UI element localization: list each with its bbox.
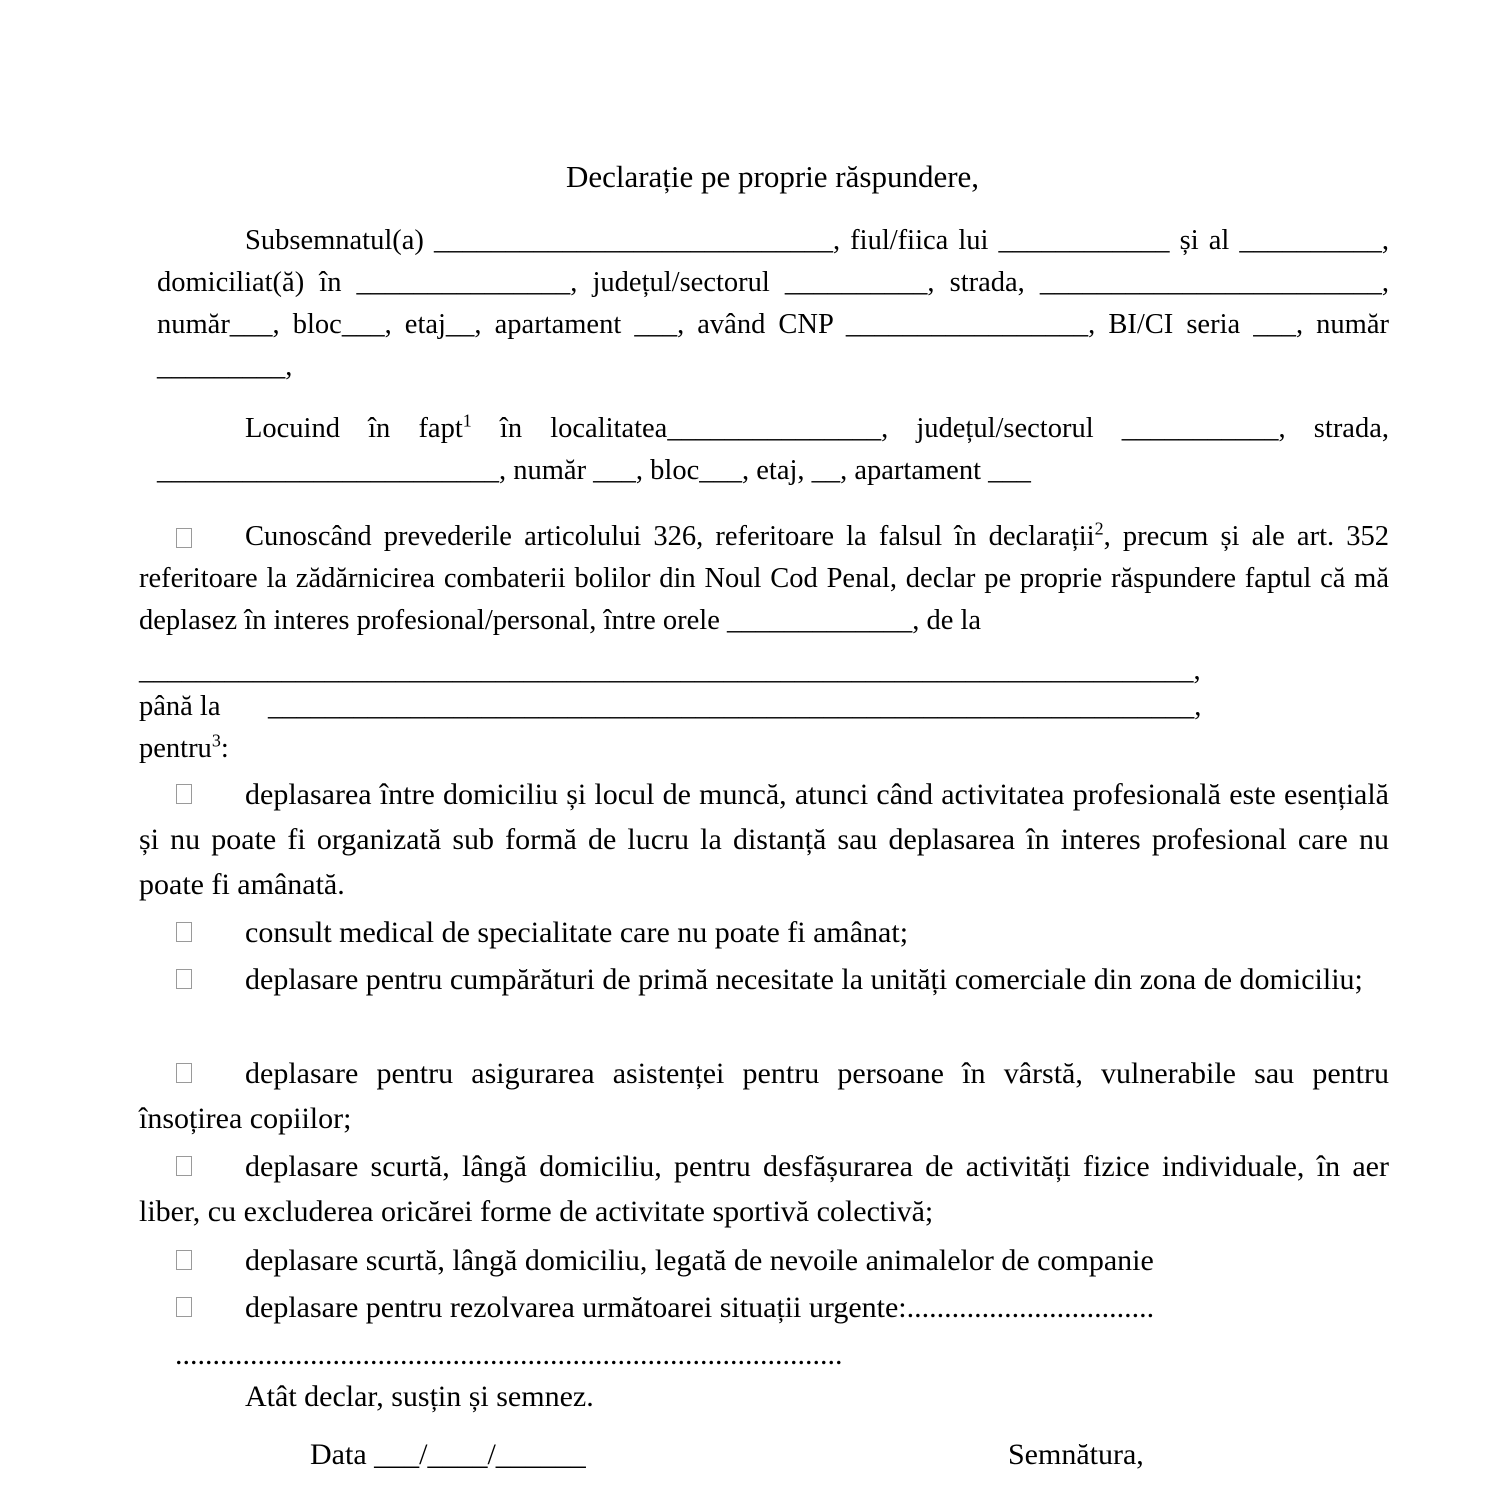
footnote-1: 1 <box>462 410 472 431</box>
option-pets <box>139 1238 1389 1283</box>
until-label: până la <box>139 691 221 722</box>
option-pets-label: deplasare scurtă, lângă domiciliu, legată de nevoile animalelor de companie <box>245 1244 1154 1277</box>
option-exercise <box>139 1144 1389 1234</box>
option-medical <box>139 910 1389 955</box>
for-label <box>139 728 229 770</box>
signature-label: Semnătura, <box>1008 1438 1144 1471</box>
residence-after: în localitatea_______________, județul/sectorul ___________, strada, ________________________, număr ___, bloc___, etaj, __, apartament ___ <box>157 413 1389 486</box>
for-label-text: pentru <box>139 733 212 764</box>
legal-paragraph <box>139 516 1389 642</box>
option-work-checkbox[interactable] <box>176 784 192 804</box>
residence-text <box>157 408 1389 492</box>
footnote-3: 3 <box>211 730 221 751</box>
option-medical-label: consult medical de specialitate care nu poate fi amânat; <box>245 916 909 949</box>
option-assistance-label: deplasare pentru asigurarea asistenței pentru persoane în vârstă, vulnerabile sau pentru însoțirea copiilor; <box>139 1057 1389 1135</box>
option-medical-checkbox[interactable] <box>176 922 192 942</box>
option-pets-checkbox[interactable] <box>176 1250 192 1270</box>
until-line[interactable]: _________________________________________________________________, <box>268 691 1202 722</box>
residence-before: Locuind în fapt <box>245 413 463 444</box>
legal-before: Cunoscând prevederile articolului 326, referitoare la falsul în declarații <box>245 521 1095 552</box>
option-assistance-checkbox[interactable] <box>176 1063 192 1083</box>
legal-text <box>139 516 1389 642</box>
document-title: Declarație pe proprie răspundere, <box>565 159 980 194</box>
identity-text: Subsemnatul(a) ____________________________, fiul/fiica lui ____________ și al __________, domiciliat(ă) în _______________, județul/sectorul __________, strada, ________________________, număr___, bloc___, etaj__, apartament ___, având CNP _________________, BI/CI seria ___, număr _________, <box>157 225 1389 382</box>
option-exercise-label: deplasare scurtă, lângă domiciliu, pentru desfășurarea de activități fizice individuale, în aer liber, cu excluderea oricărei forme de activitate sportivă colectivă; <box>139 1150 1389 1228</box>
option-assistance <box>139 1051 1389 1141</box>
date-field[interactable]: Data ___/____/______ <box>310 1438 586 1471</box>
legal-after: , precum și ale art. 352 referitoare la zădărnicirea combaterii bolilor din Noul Cod Penal, declar pe proprie răspundere faptul că mă deplasez în interes profesional/personal, între orele _____________, de la <box>139 521 1389 636</box>
option-shopping-checkbox[interactable] <box>176 969 192 989</box>
closing-statement: Atât declar, susțin și semnez. <box>245 1380 594 1413</box>
option-urgent <box>139 1285 1389 1330</box>
option-urgent-checkbox[interactable] <box>176 1297 192 1317</box>
option-work <box>139 772 1389 907</box>
from-location-line[interactable]: __________________________________________________________________________, <box>139 655 1201 686</box>
option-shopping <box>139 957 1389 1002</box>
for-colon: : <box>220 733 229 764</box>
identity-paragraph <box>157 220 1389 388</box>
legal-checkbox[interactable] <box>176 528 192 548</box>
option-work-label: deplasarea între domiciliu și locul de muncă, atunci când activitatea profesională este esențială și nu poate fi organizată sub formă de lucru la distanță sau deplasarea în interes profesional care nu poate fi amânată. <box>139 778 1389 901</box>
urgent-dots-line[interactable]: ......................................................................................... <box>175 1338 843 1371</box>
residence-paragraph <box>157 408 1389 492</box>
footnote-2: 2 <box>1094 518 1104 539</box>
option-urgent-label: deplasare pentru rezolvarea următoarei situații urgente:................................. <box>245 1291 1155 1324</box>
option-exercise-checkbox[interactable] <box>176 1156 192 1176</box>
option-shopping-label: deplasare pentru cumpărături de primă necesitate la unități comerciale din zona de domiciliu; <box>245 963 1363 996</box>
